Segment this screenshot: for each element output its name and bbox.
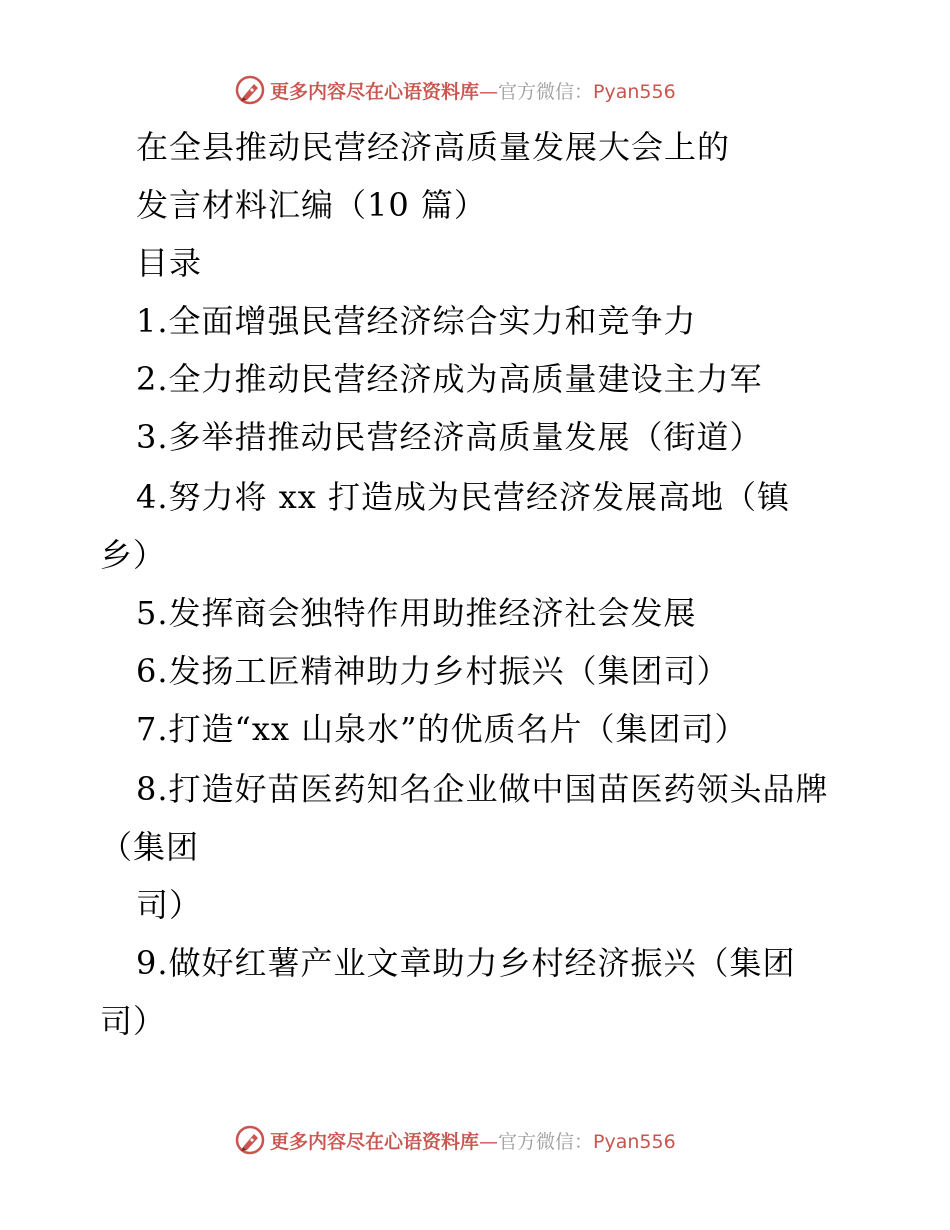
toc-item-continuation: （集团: [100, 828, 200, 866]
pen-logo-icon: [234, 74, 266, 106]
toc-item: 5.发挥商会独特作用助推经济社会发展: [136, 594, 697, 632]
banner-wechat-label: 官方微信：: [498, 1130, 594, 1153]
banner-separator: —: [479, 80, 499, 103]
toc-item: 2.全力推动民营经济成为高质量建设主力军: [136, 360, 763, 398]
banner-site-name: 更多内容尽在心语资料库: [270, 80, 480, 103]
banner-separator: —: [479, 1130, 499, 1153]
document-title-line-2: 发言材料汇编（10 篇）: [136, 186, 487, 224]
document-title-line-1: 在全县推动民营经济高质量发展大会上的: [136, 128, 731, 166]
footer-banner-text: [270, 1127, 676, 1154]
footer-banner: [0, 1120, 950, 1160]
toc-item: 6.发扬工匠精神助力乡村振兴（集团司）: [136, 652, 730, 690]
toc-item: 8.打造好苗医药知名企业做中国苗医药领头品牌: [136, 770, 829, 808]
toc-item-continuation: 司）: [100, 1002, 167, 1040]
toc-item: 4.努力将 xx 打造成为民营经济发展高地（镇: [136, 478, 790, 516]
banner-site-name: 更多内容尽在心语资料库: [270, 1130, 480, 1153]
toc-item-continuation: 乡）: [100, 536, 167, 574]
footer-banner-content: [234, 1120, 676, 1160]
banner-account: Pyan556: [593, 1130, 676, 1153]
toc-item: 9.做好红薯产业文章助力乡村经济振兴（集团: [136, 944, 796, 982]
toc-item: 7.打造“xx 山泉水”的优质名片（集团司）: [136, 710, 748, 748]
toc-item: 3.多举措推动民营经济高质量发展（街道）: [136, 418, 763, 456]
header-banner-content: [234, 70, 676, 110]
pen-logo-icon: [234, 1124, 266, 1156]
toc-item: 1.全面增强民营经济综合实力和竞争力: [136, 302, 697, 340]
toc-heading: 目录: [136, 244, 203, 282]
header-banner: [0, 70, 950, 110]
toc-item-continuation: 司）: [136, 886, 203, 924]
banner-wechat-label: 官方微信：: [498, 80, 594, 103]
banner-account: Pyan556: [593, 80, 676, 103]
header-banner-text: [270, 77, 676, 104]
